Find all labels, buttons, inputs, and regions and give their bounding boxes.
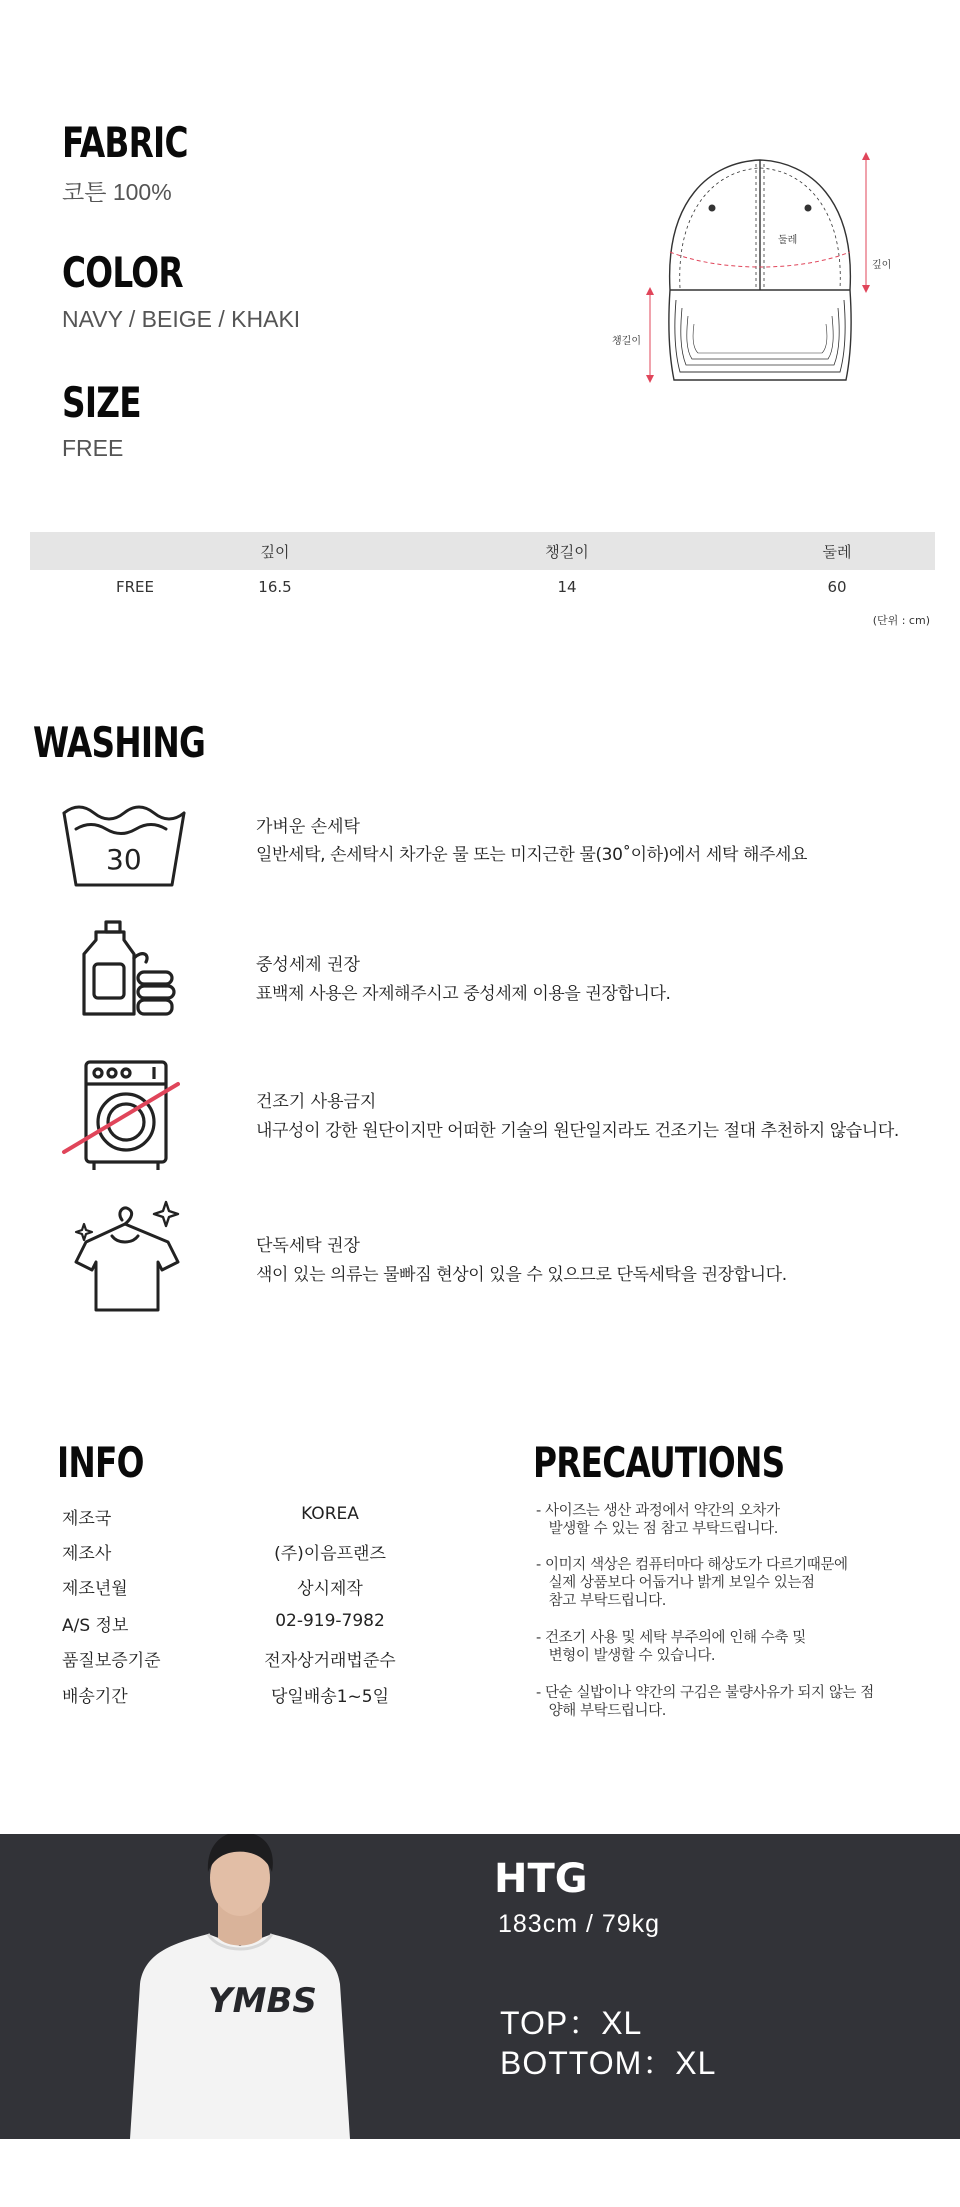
wash-item-title-3: 건조기 사용금지 — [256, 1092, 377, 1112]
cap-measurement-diagram — [610, 140, 900, 400]
wash-item-title-2: 중성세제 권장 — [256, 955, 360, 975]
fabric-heading: FABRIC — [62, 118, 188, 167]
size-cell-brim: 14 — [557, 578, 577, 596]
size-header-circumference: 둘레 — [822, 542, 852, 561]
info-value-warranty: 전자상거래법준수 — [264, 1651, 396, 1671]
size-cell-size: FREE — [115, 578, 154, 596]
info-value-as: 02-919-7982 — [275, 1611, 385, 1631]
wash-item-desc-3: 내구성이 강한 원단이지만 어떠한 기술의 원단일지라도 건조기는 절대 추천하지 않습니다. — [256, 1121, 899, 1141]
size-header-label — [70, 532, 200, 570]
info-label-manufacturer: 제조사 — [62, 1544, 112, 1564]
model-height-weight: 183cm / 79kg — [498, 1910, 661, 1938]
size-cell-circumference: 60 — [827, 578, 847, 596]
model-bottom-size: BOTTOM：XL — [500, 2045, 717, 2081]
shirt-print-text: YMBS — [208, 1981, 317, 2021]
diagram-label-brim: 챙길이 — [612, 336, 641, 347]
precaution-item-3: - 건조기 사용 및 세탁 부주의에 인해 수축 및 변형이 발생할 수 있습니다. — [536, 1630, 806, 1664]
size-table-row — [30, 570, 935, 604]
info-value-country: KOREA — [301, 1504, 359, 1524]
size-header-brim: 챙길이 — [545, 542, 589, 561]
wash-item-title-1: 가벼운 손세탁 — [256, 817, 360, 837]
precaution-item-4: - 단순 실밥이나 약간의 구김은 불량사유가 되지 않는 점 양해 부탁드립니다. — [536, 1685, 874, 1719]
diagram-label-depth: 깊이 — [872, 260, 892, 271]
info-heading: INFO — [57, 1438, 144, 1487]
no-dryer-icon — [60, 1060, 180, 1175]
unit-note: (단위 : cm) — [872, 614, 930, 627]
wash-item-desc-2: 표백제 사용은 자제해주시고 중성세제 이용을 권장합니다. — [256, 984, 671, 1004]
model-top-size: TOP：XL — [500, 2005, 643, 2041]
color-heading: COLOR — [62, 248, 183, 297]
model-photo — [110, 1834, 370, 2139]
hand-wash-icon — [60, 805, 190, 890]
size-value: FREE — [62, 435, 124, 461]
info-value-shipping: 당일배송1~5일 — [271, 1687, 389, 1707]
washing-heading: WASHING — [33, 718, 206, 767]
detergent-icon — [80, 920, 180, 1020]
diagram-label-circumference: 둘레 — [778, 235, 798, 246]
info-label-shipping: 배송기간 — [62, 1687, 128, 1707]
cap-icon — [610, 140, 900, 400]
separate-wash-icon — [68, 1200, 183, 1315]
info-label-as: A/S 정보 — [62, 1616, 129, 1636]
info-value-manufacturer: (주)이음프랜즈 — [274, 1544, 386, 1564]
info-value-date: 상시제작 — [297, 1579, 363, 1599]
model-banner — [0, 1834, 960, 2139]
model-name: HTG — [494, 1856, 588, 1902]
precautions-heading: PRECAUTIONS — [533, 1438, 785, 1487]
size-table-header — [30, 532, 935, 570]
wash-temp-label: 30 — [106, 843, 142, 876]
size-heading: SIZE — [62, 378, 141, 427]
info-label-warranty: 품질보증기준 — [62, 1651, 161, 1671]
wash-item-desc-1: 일반세탁, 손세탁시 차가운 물 또는 미지근한 물(30˚이하)에서 세탁 해주세요 — [256, 845, 808, 865]
info-label-date: 제조년월 — [62, 1579, 128, 1599]
size-cell-depth: 16.5 — [258, 578, 292, 596]
size-header-depth: 깊이 — [260, 542, 290, 561]
wash-item-title-4: 단독세탁 권장 — [256, 1236, 360, 1256]
wash-item-desc-4: 색이 있는 의류는 물빠짐 현상이 있을 수 있으므로 단독세탁을 권장합니다. — [256, 1265, 787, 1285]
color-value: NAVY / BEIGE / KHAKI — [62, 306, 301, 332]
size-table — [30, 532, 935, 604]
fabric-value: 코튼 100% — [62, 179, 172, 205]
info-label-country: 제조국 — [62, 1509, 112, 1529]
precaution-item-1: - 사이즈는 생산 과정에서 약간의 오차가 발생할 수 있는 점 참고 부탁드립니다. — [536, 1503, 780, 1537]
precaution-item-2: - 이미지 색상은 컴퓨터마다 해상도가 다르기때문에 실제 상품보다 어둡거나 밝게 보일수 있는점 참고 부탁드립니다. — [536, 1557, 848, 1609]
